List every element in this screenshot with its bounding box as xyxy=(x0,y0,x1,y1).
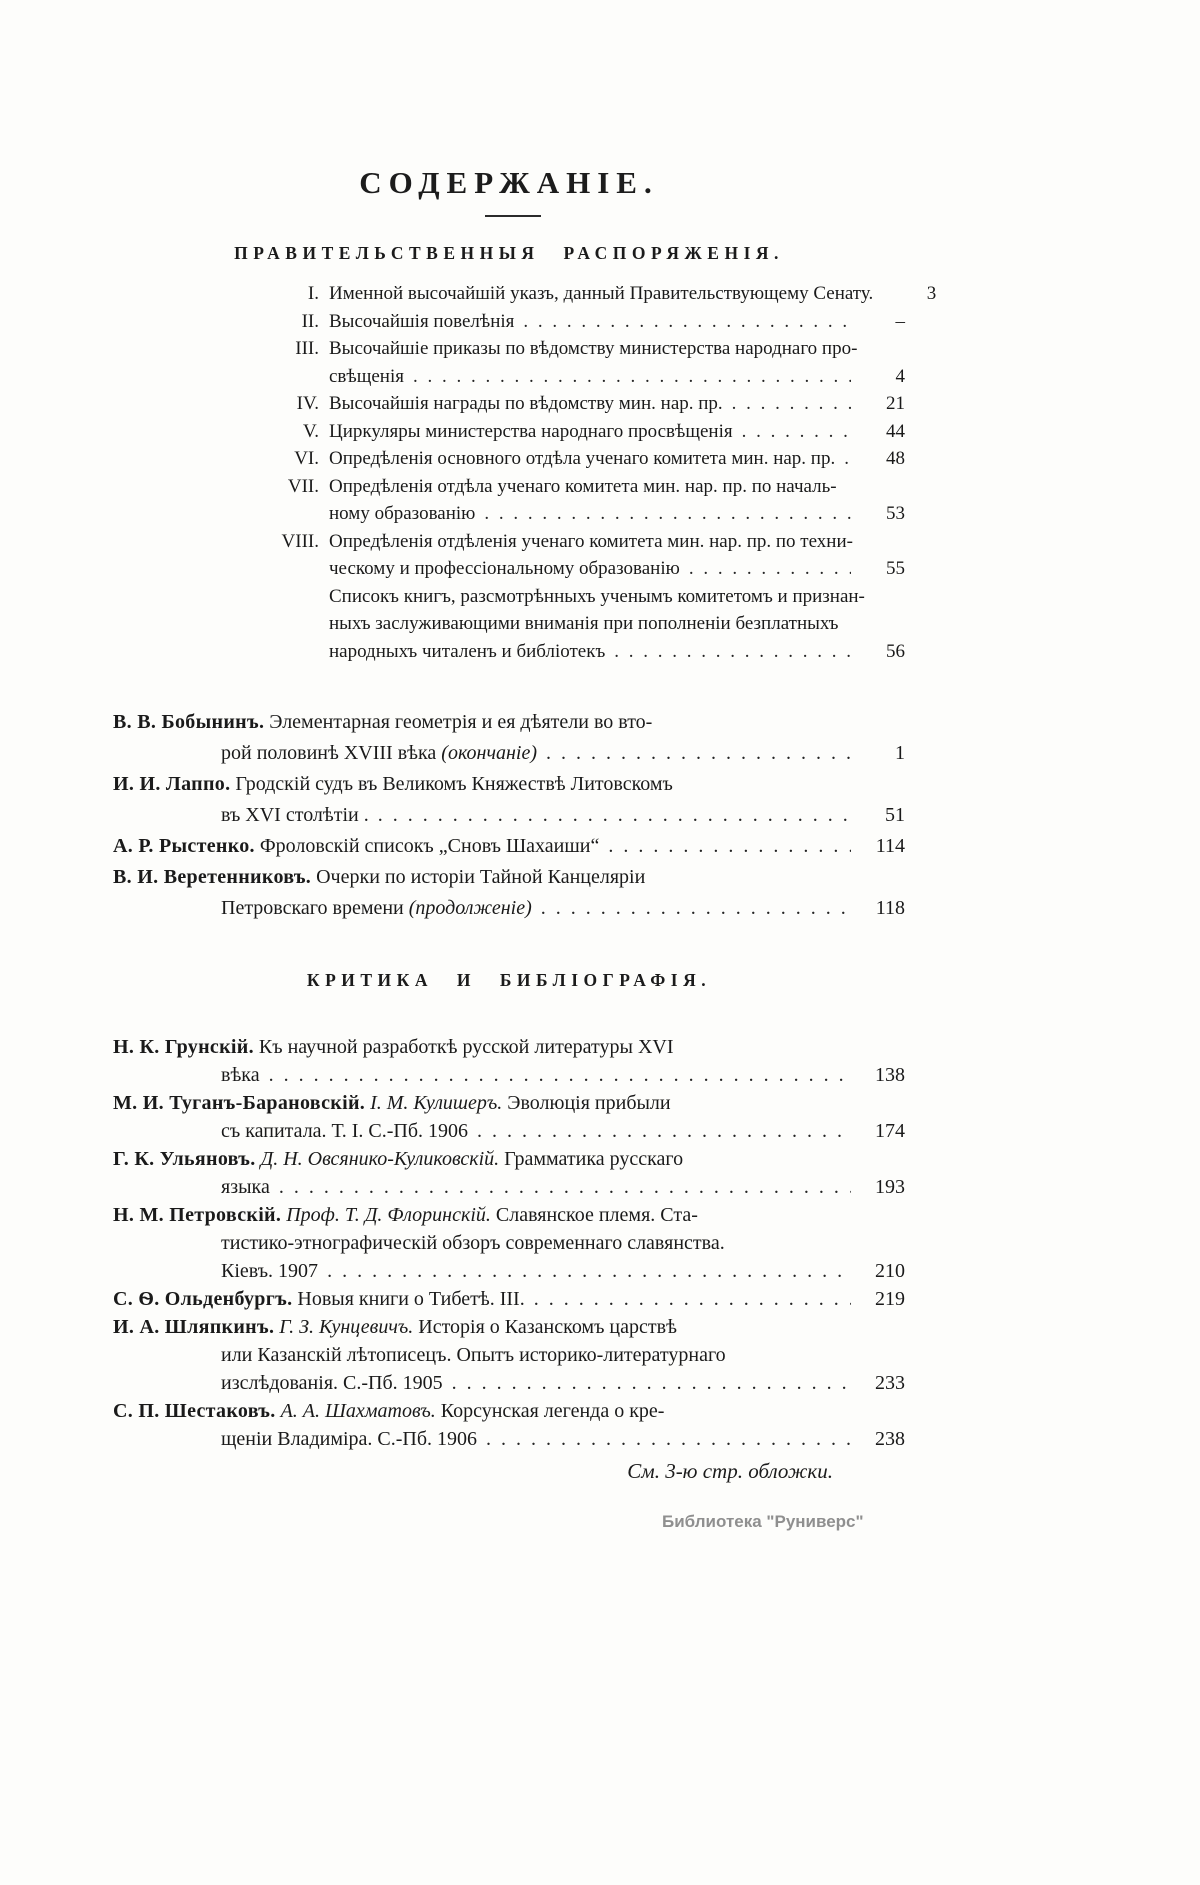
entry-text-line xyxy=(329,363,404,391)
entry-text: Исторія о Казанскомъ царствѣ xyxy=(413,1316,677,1338)
entry-text-line xyxy=(221,1369,443,1397)
page-number: 233 xyxy=(875,1372,905,1394)
toc-line xyxy=(113,1173,905,1201)
entry-numeral: VII. xyxy=(287,475,319,497)
dot-leader xyxy=(844,445,851,473)
page-number: 53 xyxy=(886,503,905,524)
page-number: 114 xyxy=(875,835,905,857)
entry-text: Грамматика русскаго xyxy=(499,1148,684,1170)
toc-line xyxy=(113,1229,905,1257)
toc-line xyxy=(113,800,905,831)
entry-text: Высочайшіе приказы по вѣдомству министерства народнаго про- xyxy=(329,338,858,359)
toc-line xyxy=(113,1341,905,1369)
dot-leader xyxy=(378,800,851,831)
entry-text-line xyxy=(113,1201,698,1229)
toc-line xyxy=(263,473,905,501)
dot-leader xyxy=(523,308,851,336)
author-name: А. Р. Рыстенко. xyxy=(113,835,255,857)
entry-text-line xyxy=(221,1425,477,1453)
entry-numeral: V. xyxy=(302,420,319,442)
entry-text: Опредѣленія отдѣла ученаго комитета мин. нар. пр. по началь- xyxy=(329,475,837,497)
page-number: – xyxy=(895,310,905,332)
page-number: 193 xyxy=(875,1176,905,1198)
toc-line xyxy=(263,363,905,391)
toc-line xyxy=(113,1257,905,1285)
entry-text: рой половинѣ XVIII вѣка xyxy=(221,742,442,764)
toc-entry xyxy=(263,528,905,583)
entry-text-line xyxy=(221,1117,468,1145)
entry-text: съ капитала. Т. І. С.-Пб. 1906 xyxy=(221,1120,469,1142)
entry-text: Кіевъ. 1907 xyxy=(221,1260,319,1282)
italic-text: Г. З. Кунцевичъ. xyxy=(279,1316,414,1338)
dot-leader xyxy=(269,1061,851,1089)
entry-text: тистико-этнографическій обзоръ современнаго славянства. xyxy=(221,1232,725,1254)
page-number: 118 xyxy=(875,897,905,919)
entry-text: Петровскаго времени xyxy=(221,897,409,919)
entry-text: Новыя книги о Тибетѣ. III. xyxy=(292,1288,525,1310)
entry-text: Циркуляры министерства народнаго просвѣщенія xyxy=(329,420,733,442)
toc-line xyxy=(263,390,905,418)
title-rule xyxy=(485,215,541,217)
toc-line xyxy=(263,610,905,638)
entry-text: народныхъ читаленъ и библіотекъ xyxy=(329,640,606,662)
entry-text-line xyxy=(329,500,475,528)
italic-text: (продолженіе) xyxy=(408,897,532,919)
toc-line xyxy=(113,831,905,862)
toc-entry xyxy=(263,445,905,473)
page-number: 3 xyxy=(926,283,937,304)
toc-entry xyxy=(263,473,905,528)
toc-line xyxy=(263,418,905,446)
page-number: 21 xyxy=(886,393,905,414)
dot-leader xyxy=(614,638,851,666)
entry-text: Очерки по исторіи Тайной Канцеляріи xyxy=(311,866,646,888)
entry-text-line xyxy=(221,1257,318,1285)
entry-text: Фроловскій списокъ „Сновъ Шахаиши“ xyxy=(254,835,600,857)
footer-note: См. 3-ю стр. обложки. xyxy=(627,1459,833,1483)
author-name: Г. К. Ульяновъ. xyxy=(113,1148,256,1170)
toc-entry xyxy=(263,418,905,446)
entry-text-line xyxy=(221,893,532,924)
entry-text-line xyxy=(113,1285,525,1313)
entry-text: или Казанскій лѣтописецъ. Опытъ историко-литературнаго xyxy=(221,1344,726,1366)
entry-text-line xyxy=(329,555,680,583)
entry-text: Списокъ книгъ, разсмотрѣнныхъ ученымъ комитетомъ и признан- xyxy=(329,585,865,607)
entry-text: Славянское племя. Ста- xyxy=(490,1204,698,1226)
articles-list xyxy=(113,707,905,924)
entry-text: ному образованію xyxy=(329,503,476,524)
entry-text: изслѣдованія. С.-Пб. 1905 xyxy=(221,1372,443,1394)
toc-entry xyxy=(113,831,905,862)
entry-text: Высочайшія награды по вѣдомству мин. нар. пр. xyxy=(329,393,723,414)
page-number: 138 xyxy=(875,1064,905,1086)
entry-text-line xyxy=(329,335,857,363)
section-heading-government: ПРАВИТЕЛЬСТВЕННЫЯ РАСПОРЯЖЕНІЯ. xyxy=(234,243,784,263)
italic-text: (окончаніе) xyxy=(441,742,538,764)
toc-line xyxy=(263,583,905,611)
toc-line xyxy=(263,445,905,473)
entry-text-line xyxy=(221,738,537,769)
section-heading-critique: КРИТИКА И БИБЛІОГРАФІЯ. xyxy=(306,970,712,990)
author-name: Н. К. Грунскій. xyxy=(113,1036,254,1058)
entry-text-line xyxy=(221,800,369,831)
entry-numeral: I. xyxy=(307,283,319,304)
toc-entry xyxy=(113,1145,905,1201)
dot-leader xyxy=(452,1369,851,1397)
toc-line xyxy=(113,1201,905,1229)
entry-text: Именной высочайшій указъ, данный Правительствующему Сенату. xyxy=(329,283,874,304)
dot-leader xyxy=(732,390,851,418)
toc-line xyxy=(113,1397,905,1425)
page-number: 56 xyxy=(886,640,905,662)
toc-entry xyxy=(263,308,905,336)
entry-text-line xyxy=(329,390,723,418)
toc-entry xyxy=(263,335,905,390)
dot-leader xyxy=(413,363,851,391)
entry-text-line xyxy=(113,831,599,862)
page-title: СОДЕРЖАНІЕ. xyxy=(359,165,659,200)
entry-text: ныхъ заслуживающими вниманія при пополненіи безплатныхъ xyxy=(329,613,839,634)
page-number: 51 xyxy=(885,804,905,826)
toc-line xyxy=(263,638,905,666)
author-name: Н. М. Петровскій. xyxy=(113,1204,282,1226)
toc-line xyxy=(113,1369,905,1397)
author-name: С. Ѳ. Ольденбургъ. xyxy=(113,1288,293,1310)
toc-line xyxy=(113,1089,905,1117)
entry-text: Гродскій судъ въ Великомъ Княжествѣ Литовскомъ xyxy=(230,773,673,795)
author-name: М. И. Туганъ-Барановскій. xyxy=(113,1092,366,1114)
entry-text-line xyxy=(221,1061,260,1089)
government-orders-list xyxy=(263,280,937,665)
toc-line xyxy=(113,1117,905,1145)
author-name: И. И. Лаппо. xyxy=(113,773,231,795)
entry-text-line xyxy=(113,1397,664,1425)
entry-text-line xyxy=(113,1313,677,1341)
toc-entry xyxy=(113,1201,905,1285)
entry-text-line xyxy=(113,707,652,738)
entry-text: языка xyxy=(221,1176,270,1198)
toc-line xyxy=(263,528,905,556)
entry-numeral: VIII. xyxy=(281,530,319,552)
toc-line xyxy=(113,1033,905,1061)
toc-line xyxy=(113,1425,905,1453)
author-name: В. В. Бобынинъ. xyxy=(113,711,265,733)
critique-list xyxy=(113,1033,905,1453)
entry-text-line xyxy=(113,1145,683,1173)
entry-text-line xyxy=(329,583,865,611)
entry-text-line xyxy=(329,528,853,556)
toc-line xyxy=(113,1061,905,1089)
entry-text: Эволюція прибыли xyxy=(502,1092,671,1114)
dot-leader xyxy=(541,893,851,924)
toc-line xyxy=(113,769,905,800)
dot-leader xyxy=(327,1257,851,1285)
dot-leader xyxy=(546,738,851,769)
italic-text: Д. Н. Овсянико-Куликовскій. xyxy=(260,1148,500,1170)
page-number: 174 xyxy=(875,1120,905,1142)
entry-text: Опредѣленія отдѣленія ученаго комитета мин. нар. пр. по техни- xyxy=(329,530,853,552)
toc-line xyxy=(263,500,905,528)
dot-leader xyxy=(477,1117,851,1145)
entry-text-line xyxy=(113,1089,671,1117)
dot-leader xyxy=(608,831,851,862)
toc-line xyxy=(263,555,905,583)
entry-text-line xyxy=(329,280,873,308)
entry-text: Элементарная геометрія и ея дѣятели во вто- xyxy=(264,711,653,733)
author-name: С. П. Шестаковъ. xyxy=(113,1400,276,1422)
dot-leader xyxy=(534,1285,851,1313)
toc-entry xyxy=(263,390,905,418)
page-number: 1 xyxy=(895,742,905,764)
author-name: И. А. Шляпкинъ. xyxy=(113,1316,275,1338)
toc-line xyxy=(113,862,905,893)
toc-entry xyxy=(113,769,905,831)
page-number: 238 xyxy=(875,1428,905,1450)
toc-line xyxy=(263,280,937,308)
entry-text-line xyxy=(329,638,605,666)
toc-entry xyxy=(113,1089,905,1145)
entry-text-line xyxy=(221,1173,270,1201)
entry-text: Опредѣленія основного отдѣла ученаго комитета мин. нар. пр. xyxy=(329,448,836,469)
dot-leader xyxy=(689,555,851,583)
italic-text: І. М. Кулишеръ. xyxy=(370,1092,503,1114)
entry-text: Корсунская легенда о кре- xyxy=(435,1400,665,1422)
italic-text: А. А. Шахматовъ. xyxy=(280,1400,436,1422)
entry-text: въ XVI столѣтіи . xyxy=(221,804,369,826)
toc-entry xyxy=(113,1285,905,1313)
toc-line xyxy=(113,1313,905,1341)
page-number: 44 xyxy=(886,420,905,442)
dot-leader xyxy=(279,1173,851,1201)
entry-text-line xyxy=(329,473,837,501)
toc-line xyxy=(113,1145,905,1173)
document-page xyxy=(113,165,937,1484)
entry-text: щеніи Владиміра. С.-Пб. 1906 xyxy=(221,1428,478,1450)
toc-line xyxy=(263,335,905,363)
toc-entry xyxy=(113,1397,905,1453)
entry-text-line xyxy=(329,445,835,473)
entry-text: ческому и профессіональному образованію xyxy=(329,558,680,579)
page-number: 219 xyxy=(875,1288,905,1310)
page-number: 4 xyxy=(895,365,905,387)
watermark: Библиотека "Руниверс" xyxy=(662,1512,864,1531)
entry-text-line xyxy=(221,1229,725,1257)
toc-entry xyxy=(113,1313,905,1397)
entry-text-line xyxy=(113,769,673,800)
page-number: 55 xyxy=(886,558,905,579)
entry-numeral: IV. xyxy=(296,393,319,414)
entry-text-line xyxy=(329,418,733,446)
entry-text-line xyxy=(221,1341,726,1369)
toc-line xyxy=(113,893,905,924)
page-number: 210 xyxy=(875,1260,905,1282)
entry-numeral: III. xyxy=(295,338,319,359)
entry-text: Высочайшія повелѣнія xyxy=(329,310,515,332)
entry-numeral: VI. xyxy=(294,448,319,469)
toc-line xyxy=(113,738,905,769)
toc-entry xyxy=(113,707,905,769)
dot-leader xyxy=(484,500,851,528)
entry-text-line xyxy=(113,1033,674,1061)
toc-entry xyxy=(113,1033,905,1089)
dot-leader xyxy=(742,418,851,446)
toc-entry xyxy=(263,583,905,666)
toc-entry xyxy=(113,862,905,924)
dot-leader xyxy=(486,1425,851,1453)
entry-text-line xyxy=(329,610,838,638)
toc-entry xyxy=(263,280,937,308)
entry-numeral: II. xyxy=(301,310,319,332)
toc-line xyxy=(263,308,905,336)
entry-text-line xyxy=(113,862,645,893)
entry-text-line xyxy=(329,308,514,336)
toc-line xyxy=(113,1285,905,1313)
author-name: В. И. Веретенниковъ. xyxy=(113,866,312,888)
page-number: 48 xyxy=(886,448,905,469)
entry-text: Къ научной разработкѣ русской литературы XVI xyxy=(253,1036,674,1058)
entry-text: свѣщенія xyxy=(329,365,404,387)
entry-text: вѣка xyxy=(221,1064,260,1086)
italic-text: Проф. Т. Д. Флоринскій. xyxy=(286,1204,491,1226)
toc-line xyxy=(113,707,905,738)
